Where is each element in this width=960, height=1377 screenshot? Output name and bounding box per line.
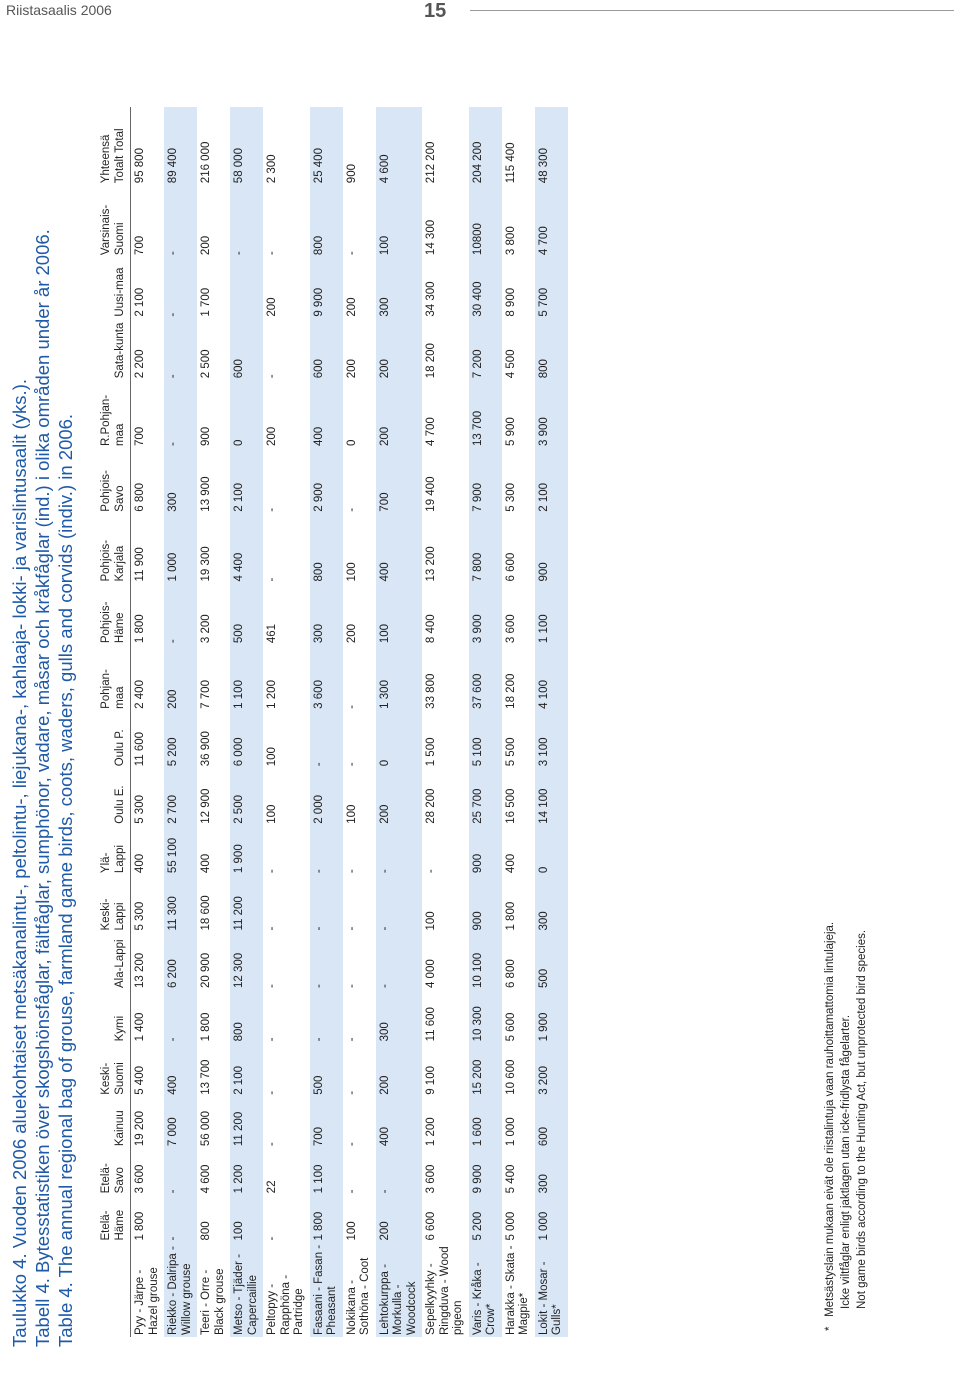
bag-value: 100: [230, 1195, 263, 1242]
table-row: [230, 107, 263, 1337]
bag-value: 12 900: [200, 788, 212, 824]
bag-value: -: [266, 507, 278, 512]
bag-value: 1 800: [134, 614, 146, 644]
bag-value: 10 100: [469, 933, 502, 990]
bag-value: 5 400: [134, 1066, 146, 1095]
bag-value: 25 700: [469, 768, 502, 825]
bag-value: 13 900: [200, 476, 212, 512]
column-header: Kainuu: [100, 1097, 131, 1148]
bag-value: 2 100: [134, 287, 146, 317]
bag-value: 600: [310, 319, 343, 381]
column-header: Pohjois-Karjala: [100, 514, 131, 584]
bag-value: -: [376, 826, 423, 875]
bag-value: 9 100: [425, 1066, 437, 1095]
bag-value: 9 900: [310, 257, 343, 319]
bag-value: 1 200: [425, 1117, 437, 1147]
column-header: Keski-Lappi: [100, 875, 131, 932]
bag-value: 5 600: [504, 1012, 517, 1042]
bag-value: 100: [425, 911, 437, 931]
bag-statistics-table: [100, 107, 568, 1337]
table-row: [263, 107, 310, 1337]
bag-value: 20 900: [200, 952, 212, 989]
table-row: [422, 107, 469, 1337]
bag-value: 300: [310, 584, 343, 646]
bag-value: 3 600: [504, 614, 517, 644]
bag-value: 4 400: [230, 514, 263, 584]
bag-value: 10 300: [469, 990, 502, 1043]
bag-value: -: [310, 711, 343, 768]
bag-value: 200: [376, 768, 423, 825]
bag-value: -: [376, 933, 423, 990]
bag-value: -: [164, 990, 197, 1043]
bag-value: 1 900: [230, 826, 263, 875]
bag-value: 4 700: [535, 185, 568, 257]
caption-text: Bytesstatistiken över skogshönsfåglar, fältfåglar, sumphönor, vadare, måsar och kråkfåglar (ind.) i olika områden under år 2006.: [32, 229, 53, 1273]
caption-finnish: [8, 57, 31, 1347]
bag-value: -: [345, 1037, 358, 1042]
bag-value: 10 600: [504, 1059, 517, 1095]
bag-value: 5 700: [535, 257, 568, 319]
bag-value: 300: [164, 448, 197, 514]
bag-value: 10800: [469, 185, 502, 257]
bag-value: 2 700: [164, 768, 197, 825]
bag-value: 3 600: [134, 1164, 146, 1194]
bag-value: 1 900: [535, 990, 568, 1043]
bag-value: 4 600: [200, 1164, 212, 1194]
bag-value: 7 200: [469, 319, 502, 381]
bag-value: -: [266, 1090, 278, 1095]
bag-value: 6 000: [230, 711, 263, 768]
bag-value: 500: [535, 933, 568, 990]
caption-label: Tabell 4.: [32, 1278, 53, 1347]
caption-label: Table 4.: [55, 1282, 76, 1347]
bag-value: -: [266, 577, 278, 582]
table-row: [197, 107, 230, 1337]
bag-value: -: [266, 251, 278, 256]
bag-value: -: [376, 875, 423, 932]
bag-value: 300: [376, 990, 423, 1043]
bag-value: 100: [345, 1221, 358, 1241]
bag-value: 6 800: [134, 482, 146, 512]
species-name: Sepelkyyhky - Ringduva - Wood pigeon: [425, 1246, 464, 1335]
bag-value: 7 900: [469, 448, 502, 514]
species-name: Varis - Kråka - Crow*: [469, 1243, 502, 1337]
bag-value: 1 300: [376, 645, 423, 711]
bag-value: 4 000: [425, 959, 437, 989]
bag-value: 200: [376, 1195, 423, 1242]
bag-value: -: [164, 380, 197, 448]
bag-value: 200: [345, 623, 358, 644]
bag-value: -: [266, 1142, 278, 1147]
bag-value: 48 300: [535, 107, 568, 185]
bag-value: 5 300: [134, 901, 146, 931]
bag-value: 2 100: [230, 448, 263, 514]
bag-value: 600: [230, 319, 263, 381]
bag-value: 2 100: [535, 448, 568, 514]
bag-value: 4 700: [425, 417, 437, 446]
bag-value: 6 600: [425, 1211, 437, 1241]
bag-value: 7 800: [469, 514, 502, 584]
bag-value: 11 300: [164, 875, 197, 932]
bag-value: 1 800: [134, 1211, 146, 1241]
bag-value: 200: [266, 297, 278, 317]
column-header: Oulu P.: [100, 711, 131, 768]
bag-value: 22: [266, 1180, 278, 1194]
bag-value: 8 900: [504, 287, 517, 317]
bag-value: 18 600: [200, 895, 212, 931]
bag-value: 6 800: [504, 959, 517, 989]
bag-value: 800: [200, 1221, 212, 1241]
bag-value: 900: [469, 826, 502, 875]
bag-value: 28 200: [425, 788, 437, 824]
bag-value: 58 000: [230, 107, 263, 185]
bag-value: 1 700: [200, 287, 212, 317]
bag-value: 900: [200, 426, 212, 446]
bag-value: 1 200: [266, 680, 278, 709]
bag-value: 2 000: [310, 768, 343, 825]
table-row: [535, 107, 568, 1337]
column-header: Varsinais-Suomi: [100, 185, 131, 257]
bag-value: 2 300: [266, 154, 278, 184]
bag-value: 5 100: [469, 711, 502, 768]
bag-value: 13 200: [134, 952, 146, 989]
bag-value: -: [266, 1236, 278, 1241]
bag-value: 14 100: [535, 768, 568, 825]
bag-value: 3 200: [535, 1043, 568, 1096]
bag-value: 100: [376, 584, 423, 646]
bag-value: 5 200: [469, 1195, 502, 1242]
bag-value: 1 100: [310, 1148, 343, 1195]
bag-value: 800: [230, 990, 263, 1043]
bag-value: 1 000: [535, 1195, 568, 1242]
bag-value: -: [230, 185, 263, 257]
bag-value: 19 300: [200, 546, 212, 582]
column-header: Yhteensä Totalt Total: [100, 107, 131, 185]
bag-value: -: [266, 1037, 278, 1042]
bag-value: 800: [310, 514, 343, 584]
bag-value: 200: [376, 380, 423, 448]
bag-value: 11 600: [134, 731, 146, 767]
bag-value: 400: [200, 853, 212, 874]
bag-value: -: [310, 826, 343, 875]
bag-value: 5 300: [134, 795, 146, 824]
bag-value: 56 000: [200, 1110, 212, 1147]
bag-value: -: [310, 990, 343, 1043]
column-header: Kymi: [100, 990, 131, 1043]
bag-value: 14 300: [425, 219, 437, 256]
column-header: Oulu E.: [100, 768, 131, 825]
bag-value: 19 200: [134, 1110, 146, 1147]
table-row: [376, 107, 423, 1337]
bag-value: 1 800: [310, 1195, 343, 1242]
bag-value: -: [164, 257, 197, 319]
bag-value: 300: [535, 875, 568, 932]
bag-value: 4 100: [535, 645, 568, 711]
bag-value: 0: [230, 380, 263, 448]
bag-value: -: [345, 1189, 358, 1194]
bag-value: 13 700: [200, 1059, 212, 1095]
bag-value: 200: [266, 426, 278, 446]
column-header: Pohjan-maa: [100, 645, 131, 711]
bag-value: 5 500: [504, 737, 517, 767]
bag-value: -: [376, 1148, 423, 1195]
bag-value: -: [345, 251, 358, 256]
bag-value: 2 200: [134, 349, 146, 379]
bag-value: 13 200: [425, 546, 437, 582]
bag-value: 25 400: [310, 107, 343, 185]
page-number: 15: [424, 0, 447, 22]
bag-value: 1 500: [425, 737, 437, 767]
bag-value: 16 500: [504, 788, 517, 824]
bag-value: -: [345, 869, 358, 874]
bag-value: 700: [376, 448, 423, 514]
caption-english: [54, 57, 77, 1347]
bag-value: 400: [376, 514, 423, 584]
bag-value: 400: [134, 853, 146, 874]
column-header: Ylä-Lappi: [100, 826, 131, 875]
column-header: Ala-Lappi: [100, 933, 131, 990]
table-row: [164, 107, 197, 1337]
bag-value: 500: [230, 584, 263, 646]
bag-value: 3 600: [425, 1164, 437, 1194]
bag-value: 1 600: [469, 1097, 502, 1148]
table-row: [469, 107, 502, 1337]
column-header: Pohjois-Savo: [100, 448, 131, 514]
bag-value: 700: [134, 235, 146, 256]
bag-value: 5 900: [504, 417, 517, 446]
species-name: Pyy - Järpe - Hazel grouse: [134, 1267, 160, 1335]
bag-value: 0: [345, 439, 358, 446]
header-rule: [470, 10, 954, 11]
bag-value: 2 100: [230, 1043, 263, 1096]
bag-value: 5 400: [504, 1164, 517, 1194]
bag-value: 900: [535, 514, 568, 584]
bag-value: 100: [345, 562, 358, 582]
bag-value: 5 300: [504, 482, 517, 512]
bag-value: -: [164, 1195, 197, 1242]
caption-label: Taulukko 4.: [9, 1253, 30, 1347]
bag-value: 9 900: [469, 1148, 502, 1195]
bag-value: 18 200: [504, 673, 517, 709]
bag-value: 15 200: [469, 1043, 502, 1096]
bag-value: -: [164, 319, 197, 381]
bag-value: 700: [134, 426, 146, 446]
bag-value: 4 600: [376, 107, 423, 185]
bag-value: 8 400: [425, 614, 437, 644]
column-header: Keski-Suomi: [100, 1043, 131, 1096]
running-title: Riistasaalis 2006: [6, 2, 112, 18]
bag-value: 5 000: [504, 1211, 517, 1241]
table-row: [131, 107, 165, 1337]
bag-value: -: [266, 984, 278, 989]
bag-value: 1 100: [535, 584, 568, 646]
bag-value: 89 400: [164, 107, 197, 185]
bag-value: 100: [345, 804, 358, 824]
bag-value: 1 100: [230, 645, 263, 711]
bag-value: -: [310, 933, 343, 990]
bag-value: 200: [345, 297, 358, 317]
bag-value: 200: [200, 235, 212, 256]
footnote-line: * Metsästyslain mukaan eivät ole riistalintuja vaan rauhoittamattomia lintulajeja.: [824, 921, 836, 1331]
bag-value: 11 200: [230, 1097, 263, 1148]
column-header: R.Pohjan-maa: [100, 380, 131, 448]
bag-value: 400: [310, 380, 343, 448]
bag-value: 6 200: [164, 933, 197, 990]
bag-value: 1 400: [134, 1012, 146, 1042]
bag-value: 0: [376, 711, 423, 768]
bag-value: 200: [345, 359, 358, 379]
bag-value: -: [345, 926, 358, 931]
caption-text: The annual regional bag of grouse, farmland game birds, coots, waders, gulls and corvids (indiv.) in 2006.: [55, 413, 76, 1278]
bag-value: 300: [376, 257, 423, 319]
footnote: [822, 922, 870, 1331]
table-header-row: [100, 107, 131, 1337]
bag-value: 3 800: [504, 226, 517, 256]
bag-value: -: [164, 185, 197, 257]
bag-value: 2 400: [134, 680, 146, 709]
bag-value: -: [164, 1148, 197, 1195]
table-row: [310, 107, 343, 1337]
bag-value: 300: [535, 1148, 568, 1195]
bag-value: 400: [504, 853, 517, 874]
bag-value: 800: [310, 185, 343, 257]
table-captions: [8, 57, 77, 1347]
column-header: Sata-kunta: [100, 319, 131, 381]
bag-value: -: [266, 869, 278, 874]
bag-value: -: [345, 1090, 358, 1095]
bag-value: 3 100: [535, 711, 568, 768]
bag-value: 800: [535, 319, 568, 381]
bag-value: -: [266, 374, 278, 379]
bag-value: 200: [164, 645, 197, 711]
bag-value: 100: [266, 747, 278, 767]
column-header: Etelä-Savo: [100, 1148, 131, 1195]
bag-value: -: [345, 1142, 358, 1147]
bag-value: 0: [535, 826, 568, 875]
bag-value: 6 600: [504, 552, 517, 582]
species-name: Harakka - Skata - Magpie*: [504, 1245, 530, 1335]
bag-value: 200: [376, 319, 423, 381]
bag-value: 13 700: [469, 380, 502, 448]
bag-value: 1 800: [200, 1012, 212, 1042]
bag-value: 204 200: [469, 107, 502, 185]
bag-value: 7 000: [164, 1097, 197, 1148]
bag-value: 900: [469, 875, 502, 932]
bag-value: -: [345, 762, 358, 767]
bag-value: 1 800: [504, 901, 517, 931]
caption-text: Vuoden 2006 aluekohtaiset metsäkanalintu-, peltolintu-, liejukana-, kahlaaja- lokki- ja varislintusaalit (yks.).: [9, 379, 30, 1249]
column-header: Etelä-Häme: [100, 1195, 131, 1242]
bag-value: 34 300: [425, 281, 437, 317]
bag-value: 18 200: [425, 343, 437, 379]
bag-value: 33 800: [425, 673, 437, 709]
bag-value: 212 200: [425, 141, 437, 184]
caption-swedish: [31, 57, 54, 1347]
bag-value: 11 600: [425, 1007, 437, 1042]
bag-value: 37 600: [469, 645, 502, 711]
species-name: Metso - Tjäder - Capercaillie: [230, 1243, 263, 1337]
table-row: [343, 107, 376, 1337]
bag-value: 200: [376, 1043, 423, 1096]
bag-value: 12 300: [230, 933, 263, 990]
footnote-line: Icke viltfåglar enligt jaktlagen utan icke-fridlysta fågelarter.: [840, 1014, 852, 1309]
species-name: Fasaani - Fasan - Pheasant: [310, 1243, 343, 1337]
bag-value: 3 600: [310, 645, 343, 711]
bag-value: -: [345, 507, 358, 512]
bag-value: 11 200: [230, 875, 263, 932]
bag-value: -: [266, 926, 278, 931]
species-name: Lehtokurppa - Morkulla - Woodcock: [376, 1243, 423, 1337]
footnote-line: Not game birds according to the Hunting Act, but unprotected bird species.: [856, 929, 868, 1309]
table-row: [502, 107, 535, 1337]
species-name: Peltopyy - Rapphöna - Partridge: [266, 1274, 305, 1335]
bag-value: 400: [376, 1097, 423, 1148]
bag-value: 100: [376, 185, 423, 257]
bag-value: 3 200: [200, 614, 212, 644]
bag-value: 2 500: [230, 768, 263, 825]
bag-value: 600: [535, 1097, 568, 1148]
bag-value: 7 700: [200, 680, 212, 709]
bag-value: 1 000: [164, 514, 197, 584]
bag-value: 3 900: [469, 584, 502, 646]
bag-value: 461: [266, 623, 278, 644]
bag-value: 900: [345, 164, 358, 184]
bag-value: 2 900: [310, 448, 343, 514]
species-name: Lokit - Mosar - Gulls*: [535, 1243, 568, 1337]
species-name: Nokikana - Sothöna - Coot: [345, 1257, 371, 1335]
bag-value: 11 900: [134, 547, 146, 582]
bag-value: 3 900: [535, 380, 568, 448]
bag-value: 30 400: [469, 257, 502, 319]
bag-value: 400: [164, 1043, 197, 1096]
row-label-header: [100, 1243, 131, 1337]
rotated-table-page: [0, 37, 960, 1377]
column-header: Uusi-maa: [100, 257, 131, 319]
bag-value: -: [345, 704, 358, 709]
bag-value: 2 500: [200, 349, 212, 379]
bag-value: 19 400: [425, 476, 437, 512]
bag-value: 1 200: [230, 1148, 263, 1195]
bag-value: 36 900: [200, 731, 212, 767]
bag-value: 55 100: [164, 826, 197, 875]
bag-value: 5 200: [164, 711, 197, 768]
bag-value: 100: [266, 804, 278, 824]
species-name: Teeri - Orre - Black grouse: [200, 1268, 226, 1335]
bag-value: 700: [310, 1097, 343, 1148]
bag-value: [230, 257, 263, 319]
bag-value: -: [164, 584, 197, 646]
bag-value: -: [425, 869, 437, 874]
bag-value: 4 500: [504, 349, 517, 379]
column-header: Pohjois-Häme: [100, 584, 131, 646]
bag-value: 216 000: [200, 141, 212, 184]
bag-value: -: [310, 875, 343, 932]
bag-value: 115 400: [504, 142, 517, 184]
bag-value: -: [345, 984, 358, 989]
bag-value: 1 000: [504, 1117, 517, 1147]
species-name: Riekko - Dalripa - Willow grouse: [164, 1243, 197, 1337]
bag-value: 95 800: [134, 148, 146, 184]
bag-value: 500: [310, 1043, 343, 1096]
